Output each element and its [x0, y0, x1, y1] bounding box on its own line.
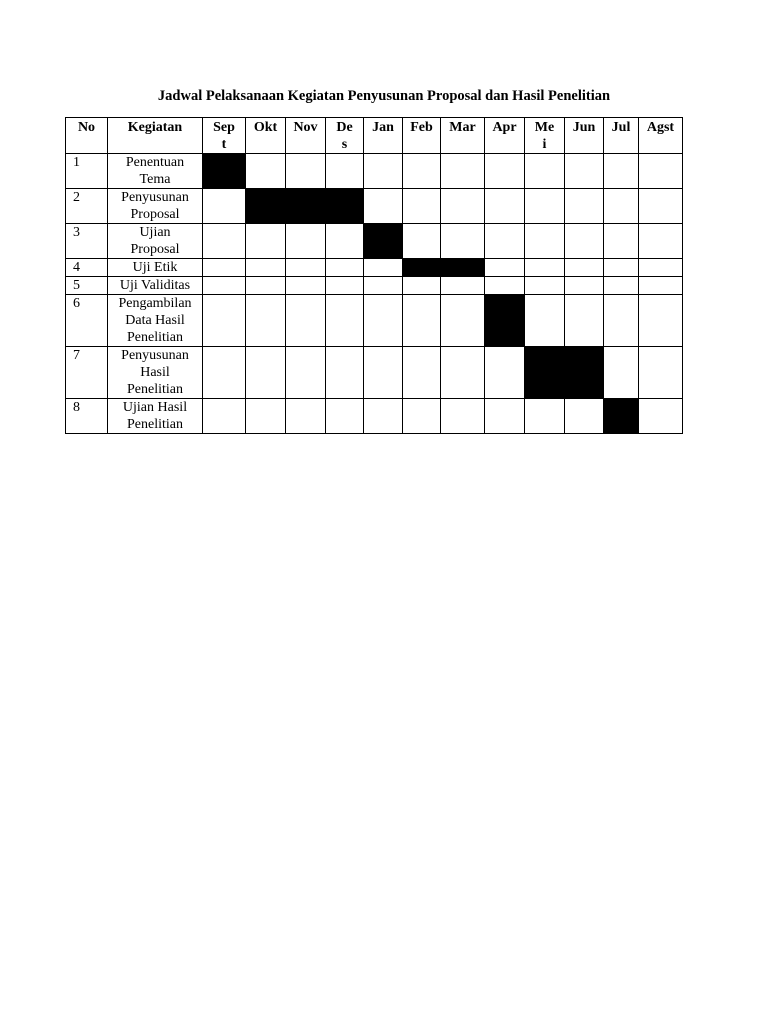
schedule-cell-empty — [364, 154, 403, 189]
header-month-line: Me — [534, 120, 555, 135]
schedule-cell-empty — [639, 189, 683, 224]
table-row — [66, 399, 683, 434]
schedule-cell-empty — [441, 277, 485, 295]
schedule-cell-filled — [485, 295, 525, 347]
schedule-cell-empty — [485, 154, 525, 189]
schedule-cell-empty — [246, 399, 286, 434]
activity-line: Pengambilan — [118, 296, 192, 311]
schedule-cell-empty — [565, 154, 604, 189]
schedule-cell-empty — [485, 277, 525, 295]
header-month — [203, 118, 246, 154]
activity-line: Penentuan — [125, 155, 185, 170]
schedule-cell-empty — [604, 347, 639, 399]
activity-cell — [108, 295, 203, 347]
schedule-cell-empty — [485, 399, 525, 434]
schedule-cell-empty — [441, 154, 485, 189]
schedule-cell-empty — [203, 259, 246, 277]
activity-line: Tema — [139, 172, 171, 187]
schedule-cell-empty — [364, 399, 403, 434]
schedule-cell-empty — [246, 154, 286, 189]
schedule-cell-empty — [364, 347, 403, 399]
schedule-cell-empty — [604, 224, 639, 259]
schedule-cell-empty — [326, 154, 364, 189]
header-month — [441, 118, 485, 154]
schedule-cell-filled — [525, 347, 565, 399]
schedule-cell-empty — [246, 277, 286, 295]
schedule-cell-empty — [485, 189, 525, 224]
schedule-cell-filled — [326, 189, 364, 224]
activity-line: Hasil — [140, 365, 170, 380]
schedule-cell-empty — [604, 154, 639, 189]
activity-line: Penyusunan — [121, 348, 189, 363]
header-month-line: s — [341, 137, 348, 152]
row-number: 4 — [66, 259, 108, 277]
table-row — [66, 347, 683, 399]
header-month-line: Jul — [611, 120, 631, 135]
schedule-cell-empty — [403, 224, 441, 259]
schedule-cell-empty — [326, 347, 364, 399]
schedule-cell-empty — [565, 277, 604, 295]
activity-cell — [108, 277, 203, 295]
schedule-cell-empty — [604, 259, 639, 277]
row-number: 6 — [66, 295, 108, 347]
header-month-line: Agst — [646, 120, 675, 135]
schedule-cell-empty — [364, 295, 403, 347]
schedule-cell-empty — [326, 224, 364, 259]
schedule-cell-empty — [286, 295, 326, 347]
row-number: 2 — [66, 189, 108, 224]
table-row — [66, 295, 683, 347]
table-header-row — [66, 118, 683, 154]
schedule-cell-empty — [286, 224, 326, 259]
header-month-line: De — [336, 120, 353, 135]
schedule-cell-empty — [565, 224, 604, 259]
activity-cell — [108, 347, 203, 399]
header-month-line: Jan — [372, 120, 394, 135]
schedule-cell-empty — [326, 399, 364, 434]
header-month-line: t — [221, 137, 227, 152]
schedule-cell-empty — [525, 277, 565, 295]
activity-cell — [108, 224, 203, 259]
schedule-cell-empty — [403, 347, 441, 399]
row-number: 3 — [66, 224, 108, 259]
header-month — [604, 118, 639, 154]
schedule-cell-empty — [403, 399, 441, 434]
schedule-cell-empty — [441, 189, 485, 224]
header-month-line: Okt — [253, 120, 278, 135]
schedule-cell-empty — [441, 295, 485, 347]
activity-cell — [108, 399, 203, 434]
schedule-cell-empty — [639, 277, 683, 295]
activity-cell — [108, 154, 203, 189]
schedule-cell-empty — [565, 295, 604, 347]
row-number: 7 — [66, 347, 108, 399]
schedule-cell-empty — [403, 277, 441, 295]
activity-line: Uji Validitas — [119, 278, 191, 293]
table-body — [66, 154, 683, 434]
schedule-cell-empty — [403, 189, 441, 224]
schedule-cell-filled — [604, 399, 639, 434]
schedule-cell-empty — [364, 259, 403, 277]
schedule-cell-filled — [286, 189, 326, 224]
activity-line: Penelitian — [127, 382, 183, 397]
schedule-cell-empty — [364, 277, 403, 295]
schedule-cell-empty — [203, 277, 246, 295]
schedule-cell-empty — [604, 295, 639, 347]
schedule-cell-empty — [565, 189, 604, 224]
schedule-cell-empty — [203, 224, 246, 259]
activity-line: Ujian — [139, 225, 171, 240]
table-row — [66, 277, 683, 295]
schedule-cell-empty — [639, 295, 683, 347]
activity-line: Ujian Hasil — [122, 400, 188, 415]
header-month — [485, 118, 525, 154]
table-row — [66, 154, 683, 189]
schedule-cell-empty — [246, 295, 286, 347]
schedule-cell-empty — [246, 347, 286, 399]
row-number: 1 — [66, 154, 108, 189]
schedule-cell-filled — [203, 154, 246, 189]
header-month — [639, 118, 683, 154]
schedule-cell-empty — [246, 224, 286, 259]
activity-line: Proposal — [130, 207, 180, 222]
activity-line: Uji Etik — [132, 260, 178, 275]
schedule-cell-empty — [326, 295, 364, 347]
header-month-line: Jun — [572, 120, 596, 135]
schedule-cell-empty — [286, 347, 326, 399]
schedule-cell-empty — [639, 224, 683, 259]
schedule-cell-empty — [326, 277, 364, 295]
header-month-line: i — [542, 137, 547, 152]
schedule-cell-empty — [525, 224, 565, 259]
schedule-cell-empty — [485, 224, 525, 259]
schedule-cell-empty — [441, 224, 485, 259]
schedule-cell-empty — [441, 399, 485, 434]
schedule-cell-empty — [441, 347, 485, 399]
row-number: 5 — [66, 277, 108, 295]
schedule-cell-empty — [326, 259, 364, 277]
schedule-cell-empty — [203, 399, 246, 434]
schedule-cell-filled — [565, 347, 604, 399]
schedule-cell-empty — [246, 259, 286, 277]
header-month — [326, 118, 364, 154]
schedule-cell-empty — [364, 189, 403, 224]
schedule-cell-empty — [639, 259, 683, 277]
schedule-cell-empty — [203, 347, 246, 399]
table-row — [66, 224, 683, 259]
schedule-cell-empty — [565, 259, 604, 277]
schedule-cell-empty — [525, 189, 565, 224]
row-number: 8 — [66, 399, 108, 434]
schedule-cell-empty — [525, 259, 565, 277]
schedule-cell-empty — [525, 295, 565, 347]
header-month — [565, 118, 604, 154]
activity-line: Proposal — [130, 242, 180, 257]
activity-line: Data Hasil — [125, 313, 185, 328]
schedule-cell-empty — [525, 399, 565, 434]
header-month-line: Mar — [449, 120, 476, 135]
header-month-line: Apr — [492, 120, 517, 135]
schedule-cell-empty — [203, 189, 246, 224]
header-activity: Kegiatan — [108, 118, 203, 154]
schedule-cell-empty — [286, 259, 326, 277]
header-month — [525, 118, 565, 154]
header-month-line: Feb — [410, 120, 433, 135]
schedule-cell-empty — [525, 154, 565, 189]
activity-line: Penyusunan — [121, 190, 189, 205]
schedule-cell-filled — [364, 224, 403, 259]
schedule-cell-empty — [604, 189, 639, 224]
activity-cell — [108, 259, 203, 277]
activity-cell — [108, 189, 203, 224]
header-month — [246, 118, 286, 154]
schedule-cell-empty — [286, 399, 326, 434]
schedule-cell-empty — [403, 295, 441, 347]
table-row — [66, 189, 683, 224]
header-month — [286, 118, 326, 154]
schedule-cell-empty — [604, 277, 639, 295]
schedule-cell-filled — [441, 259, 485, 277]
table-row — [66, 259, 683, 277]
schedule-cell-empty — [639, 154, 683, 189]
activity-line: Penelitian — [127, 417, 183, 432]
schedule-cell-empty — [639, 347, 683, 399]
schedule-cell-empty — [286, 154, 326, 189]
header-month-line: Nov — [293, 120, 318, 135]
header-month-line: Sep — [213, 120, 235, 135]
header-no: No — [66, 118, 108, 154]
schedule-cell-filled — [403, 259, 441, 277]
schedule-cell-empty — [565, 399, 604, 434]
schedule-cell-empty — [203, 295, 246, 347]
schedule-cell-filled — [246, 189, 286, 224]
schedule-cell-empty — [485, 259, 525, 277]
schedule-cell-empty — [639, 399, 683, 434]
schedule-cell-empty — [403, 154, 441, 189]
header-month — [364, 118, 403, 154]
activity-line: Penelitian — [127, 330, 183, 345]
schedule-table — [65, 117, 683, 434]
header-month — [403, 118, 441, 154]
schedule-cell-empty — [485, 347, 525, 399]
document-title: Jadwal Pelaksanaan Kegiatan Penyusunan Proposal dan Hasil Penelitian — [157, 88, 611, 104]
schedule-cell-empty — [286, 277, 326, 295]
